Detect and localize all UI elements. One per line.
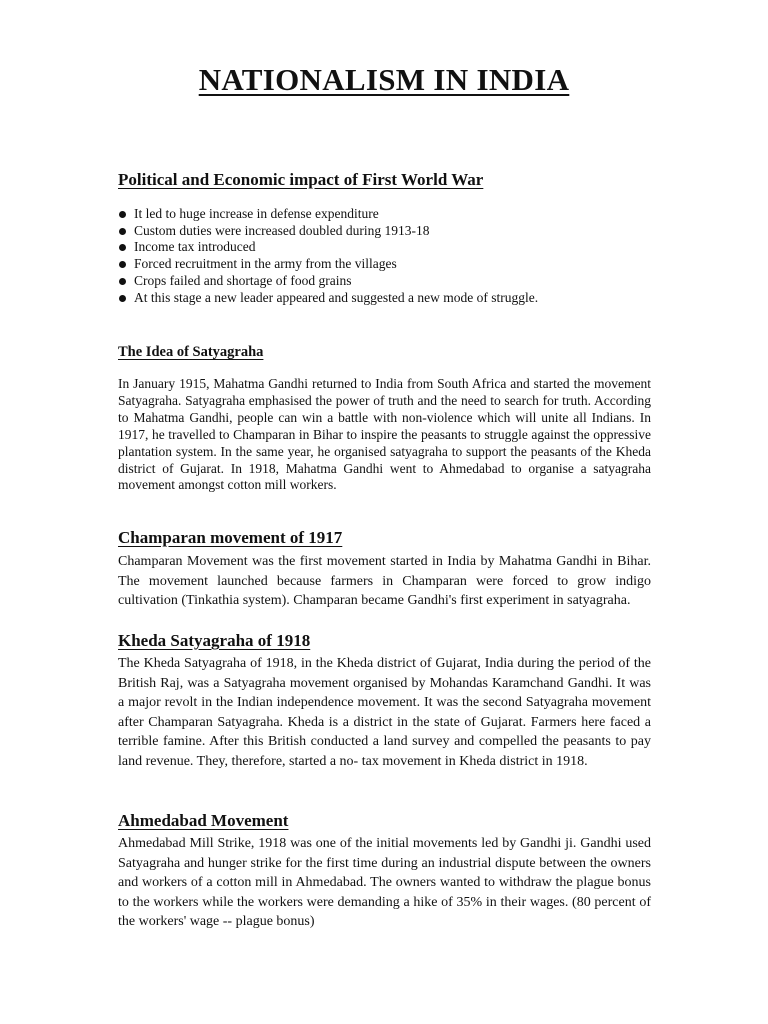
heading-idea-of-satyagraha: The Idea of Satyagraha (118, 344, 264, 360)
heading-kheda: Kheda Satyagraha of 1918 (118, 631, 311, 650)
ww1-impact-list (118, 206, 538, 306)
list-item: Crops failed and shortage of food grains (118, 273, 538, 290)
paragraph-idea-of-satyagraha: In January 1915, Mahatma Gandhi returned to India from South Africa and started the movement Satyagraha. Satyagraha emphasised the power of truth and the need to search for truth. According to Mahatma Gandhi, people can win a battle with non-violence which will unite all Indians. In 1917, he travelled to Champaran in Bihar to inspire the peasants to struggle against the oppressive plantation system. In the same year, he organised satyagraha to support the peasants of the Kheda district of Gujarat. In 1918, Mahatma Gandhi went to Ahmedabad to organise a satyagraha movement amongst cotton mill workers. (118, 376, 651, 493)
list-item: Forced recruitment in the army from the villages (118, 256, 538, 273)
list-item: It led to huge increase in defense expenditure (118, 206, 538, 223)
paragraph-ahmedabad: Ahmedabad Mill Strike, 1918 was one of the initial movements led by Gandhi ji. Gandhi used Satyagraha and hunger strike for the first time during an industrial dispute between the owners and workers of a cotton mill in Ahmedabad. The owners wanted to withdraw the plague bonus to the workers while the workers were demanding a hike of 35% in their wages. (80 percent of the workers' wage -- plague bonus) (118, 836, 651, 930)
list-item: At this stage a new leader appeared and suggested a new mode of struggle. (118, 290, 538, 307)
paragraph-kheda: The Kheda Satyagraha of 1918, in the Kheda district of Gujarat, India during the period of the British Raj, was a Satyagraha movement organised by Mohandas Karamchand Gandhi. It was a major revolt in the Indian independence movement. It was the second Satyagraha movement after Champaran Satyagraha. Kheda is a district in the state of Gujarat. Farmers here faced a terrible famine. After this British conducted a land survey and compelled the peasants to pay land revenue. They, therefore, started a no- tax movement in Kheda district in 1918. (118, 656, 651, 769)
paragraph-champaran: Champaran Movement was the first movement started in India by Mahatma Gandhi in Bihar. The movement launched because farmers in Champaran were forced to grow indigo cultivation (Tinkathia system). Champaran became Gandhi's first experiment in satyagraha. (118, 554, 651, 609)
heading-ahmedabad: Ahmedabad Movement (118, 811, 289, 830)
document-title: NATIONALISM IN INDIA (198, 62, 570, 97)
heading-champaran: Champaran movement of 1917 (118, 528, 343, 547)
list-item: Income tax introduced (118, 239, 538, 256)
heading-ww1-impact: Political and Economic impact of First World War (118, 170, 484, 189)
list-item: Custom duties were increased doubled during 1913-18 (118, 223, 538, 240)
